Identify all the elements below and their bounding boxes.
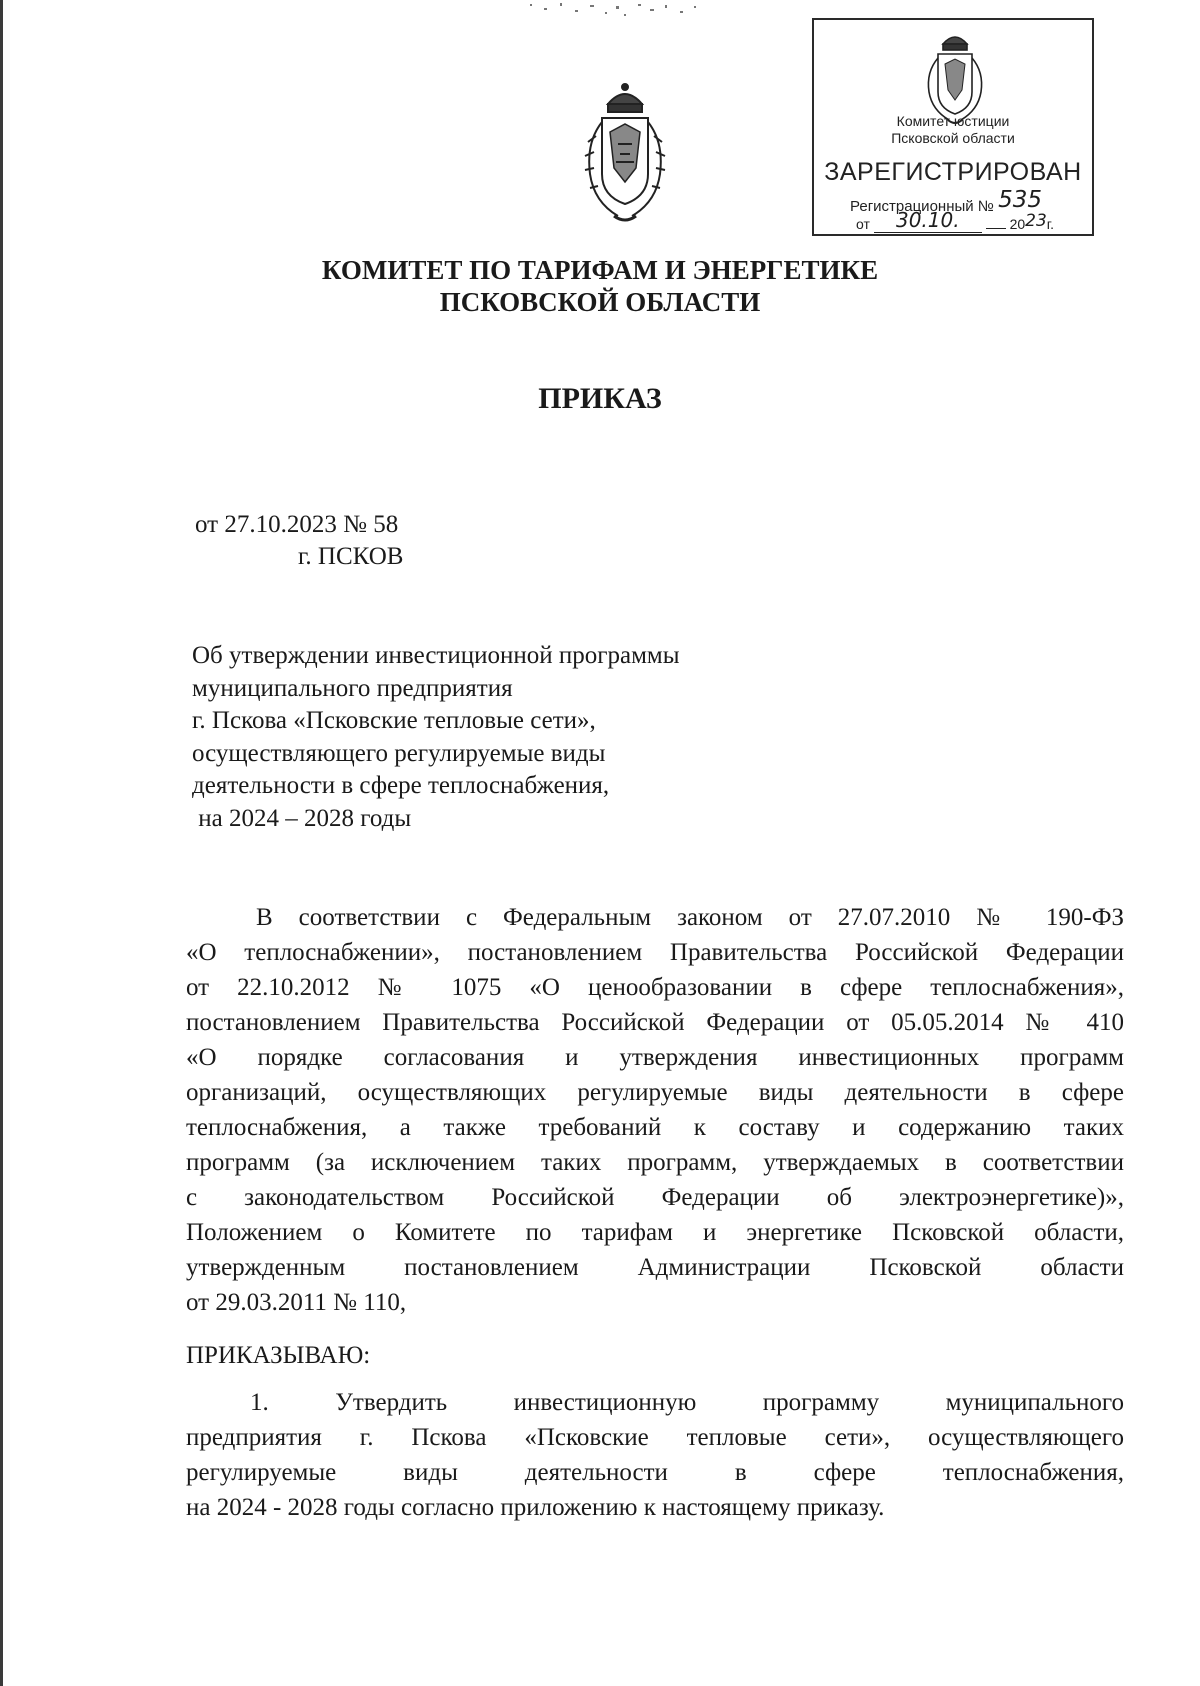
stamp-year-prefix: 20 xyxy=(1009,216,1026,232)
subject-line: на 2024 – 2028 годы xyxy=(192,804,412,832)
item-line: на 2024 - 2028 годы согласно приложению к настоящему приказу. xyxy=(186,1494,885,1521)
subject-line: г. Пскова «Псковские тепловые сети», xyxy=(192,707,596,734)
coat-of-arms-icon xyxy=(578,78,672,230)
preamble-paragraph xyxy=(186,900,1124,1320)
order-title: ПРИКАЗ xyxy=(538,382,662,415)
stamp-org-line1: Комитет юстиции xyxy=(896,113,1010,129)
preamble-line: с законодательством Российской Федерации об электроэнергетике)», xyxy=(186,1184,1124,1211)
stamp-status: ЗАРЕГИСТРИРОВАН xyxy=(824,158,1082,186)
issuer-heading-line1: КОМИТЕТ ПО ТАРИФАМ И ЭНЕРГЕТИКЕ xyxy=(321,255,879,285)
subject-line: осуществляющего регулируемые виды xyxy=(192,739,606,767)
preamble-line: утвержденным постановлением Администрации Псковской области xyxy=(186,1254,1124,1281)
preamble-line: «О теплоснабжении», постановлением Правительства Российской Федерации xyxy=(186,939,1124,966)
preamble-line: программ (за исключением таких программ, утверждаемых в соответствии xyxy=(186,1149,1124,1176)
subject-line: муниципального предприятия xyxy=(192,674,513,702)
scan-noise xyxy=(520,0,710,28)
stamp-date-line xyxy=(856,208,1055,234)
preamble-line: от 29.03.2011 № 110, xyxy=(186,1289,407,1316)
order-command: ПРИКАЗЫВАЮ: xyxy=(186,1342,371,1369)
stamp-org-line2: Псковской области xyxy=(891,130,1015,146)
stamp-date-value: 30.10. xyxy=(895,208,960,232)
item-line: 1. Утвердить инвестиционную программу муниципального xyxy=(250,1389,1124,1416)
preamble-line: постановлением Правительства Российской Федерации от 05.05.2014 № 410 xyxy=(186,1009,1124,1036)
stamp-organization xyxy=(814,113,1092,147)
registration-stamp xyxy=(812,18,1094,236)
preamble-line: организаций, осуществляющих регулируемые виды деятельности в сфере xyxy=(186,1079,1124,1106)
stamp-reg-label: Регистрационный № xyxy=(850,198,994,215)
stamp-reg-number: 535 xyxy=(998,187,1042,213)
preamble-line: «О порядке согласования и утверждения инвестиционных программ xyxy=(186,1044,1124,1071)
issuer-heading xyxy=(0,254,1200,318)
preamble-line: Положением о Комитете по тарифам и энергетике Псковской области, xyxy=(186,1219,1124,1246)
scan-edge-line xyxy=(0,0,3,1686)
order-subject xyxy=(192,640,680,835)
subject-line: деятельности в сфере теплоснабжения, xyxy=(192,772,610,799)
order-city: г. ПСКОВ xyxy=(298,543,404,570)
stamp-year-value: 23 xyxy=(1025,211,1047,231)
subject-line: Об утверждении инвестиционной программы xyxy=(192,642,680,669)
preamble-line: теплоснабжения, а также требований к составу и содержанию таких xyxy=(186,1114,1124,1141)
order-date-number: от 27.10.2023 № 58 xyxy=(195,511,399,538)
item-line: предприятия г. Пскова «Псковские тепловые сети», осуществляющего xyxy=(186,1424,1124,1451)
preamble-line: от 22.10.2012 № 1075 «О ценообразовании в сфере теплоснабжения», xyxy=(186,974,1124,1001)
preamble-line: В соответствии с Федеральным законом от 27.07.2010 № 190-ФЗ xyxy=(256,904,1124,931)
stamp-year-suffix: г. xyxy=(1046,216,1055,232)
stamp-date-field xyxy=(874,208,982,233)
stamp-date-prefix: от xyxy=(856,216,870,232)
order-item-1 xyxy=(186,1385,1124,1525)
item-line: регулируемые виды деятельности в сфере теплоснабжения, xyxy=(186,1459,1124,1486)
issuer-heading-line2: ПСКОВСКОЙ ОБЛАСТИ xyxy=(439,287,761,317)
